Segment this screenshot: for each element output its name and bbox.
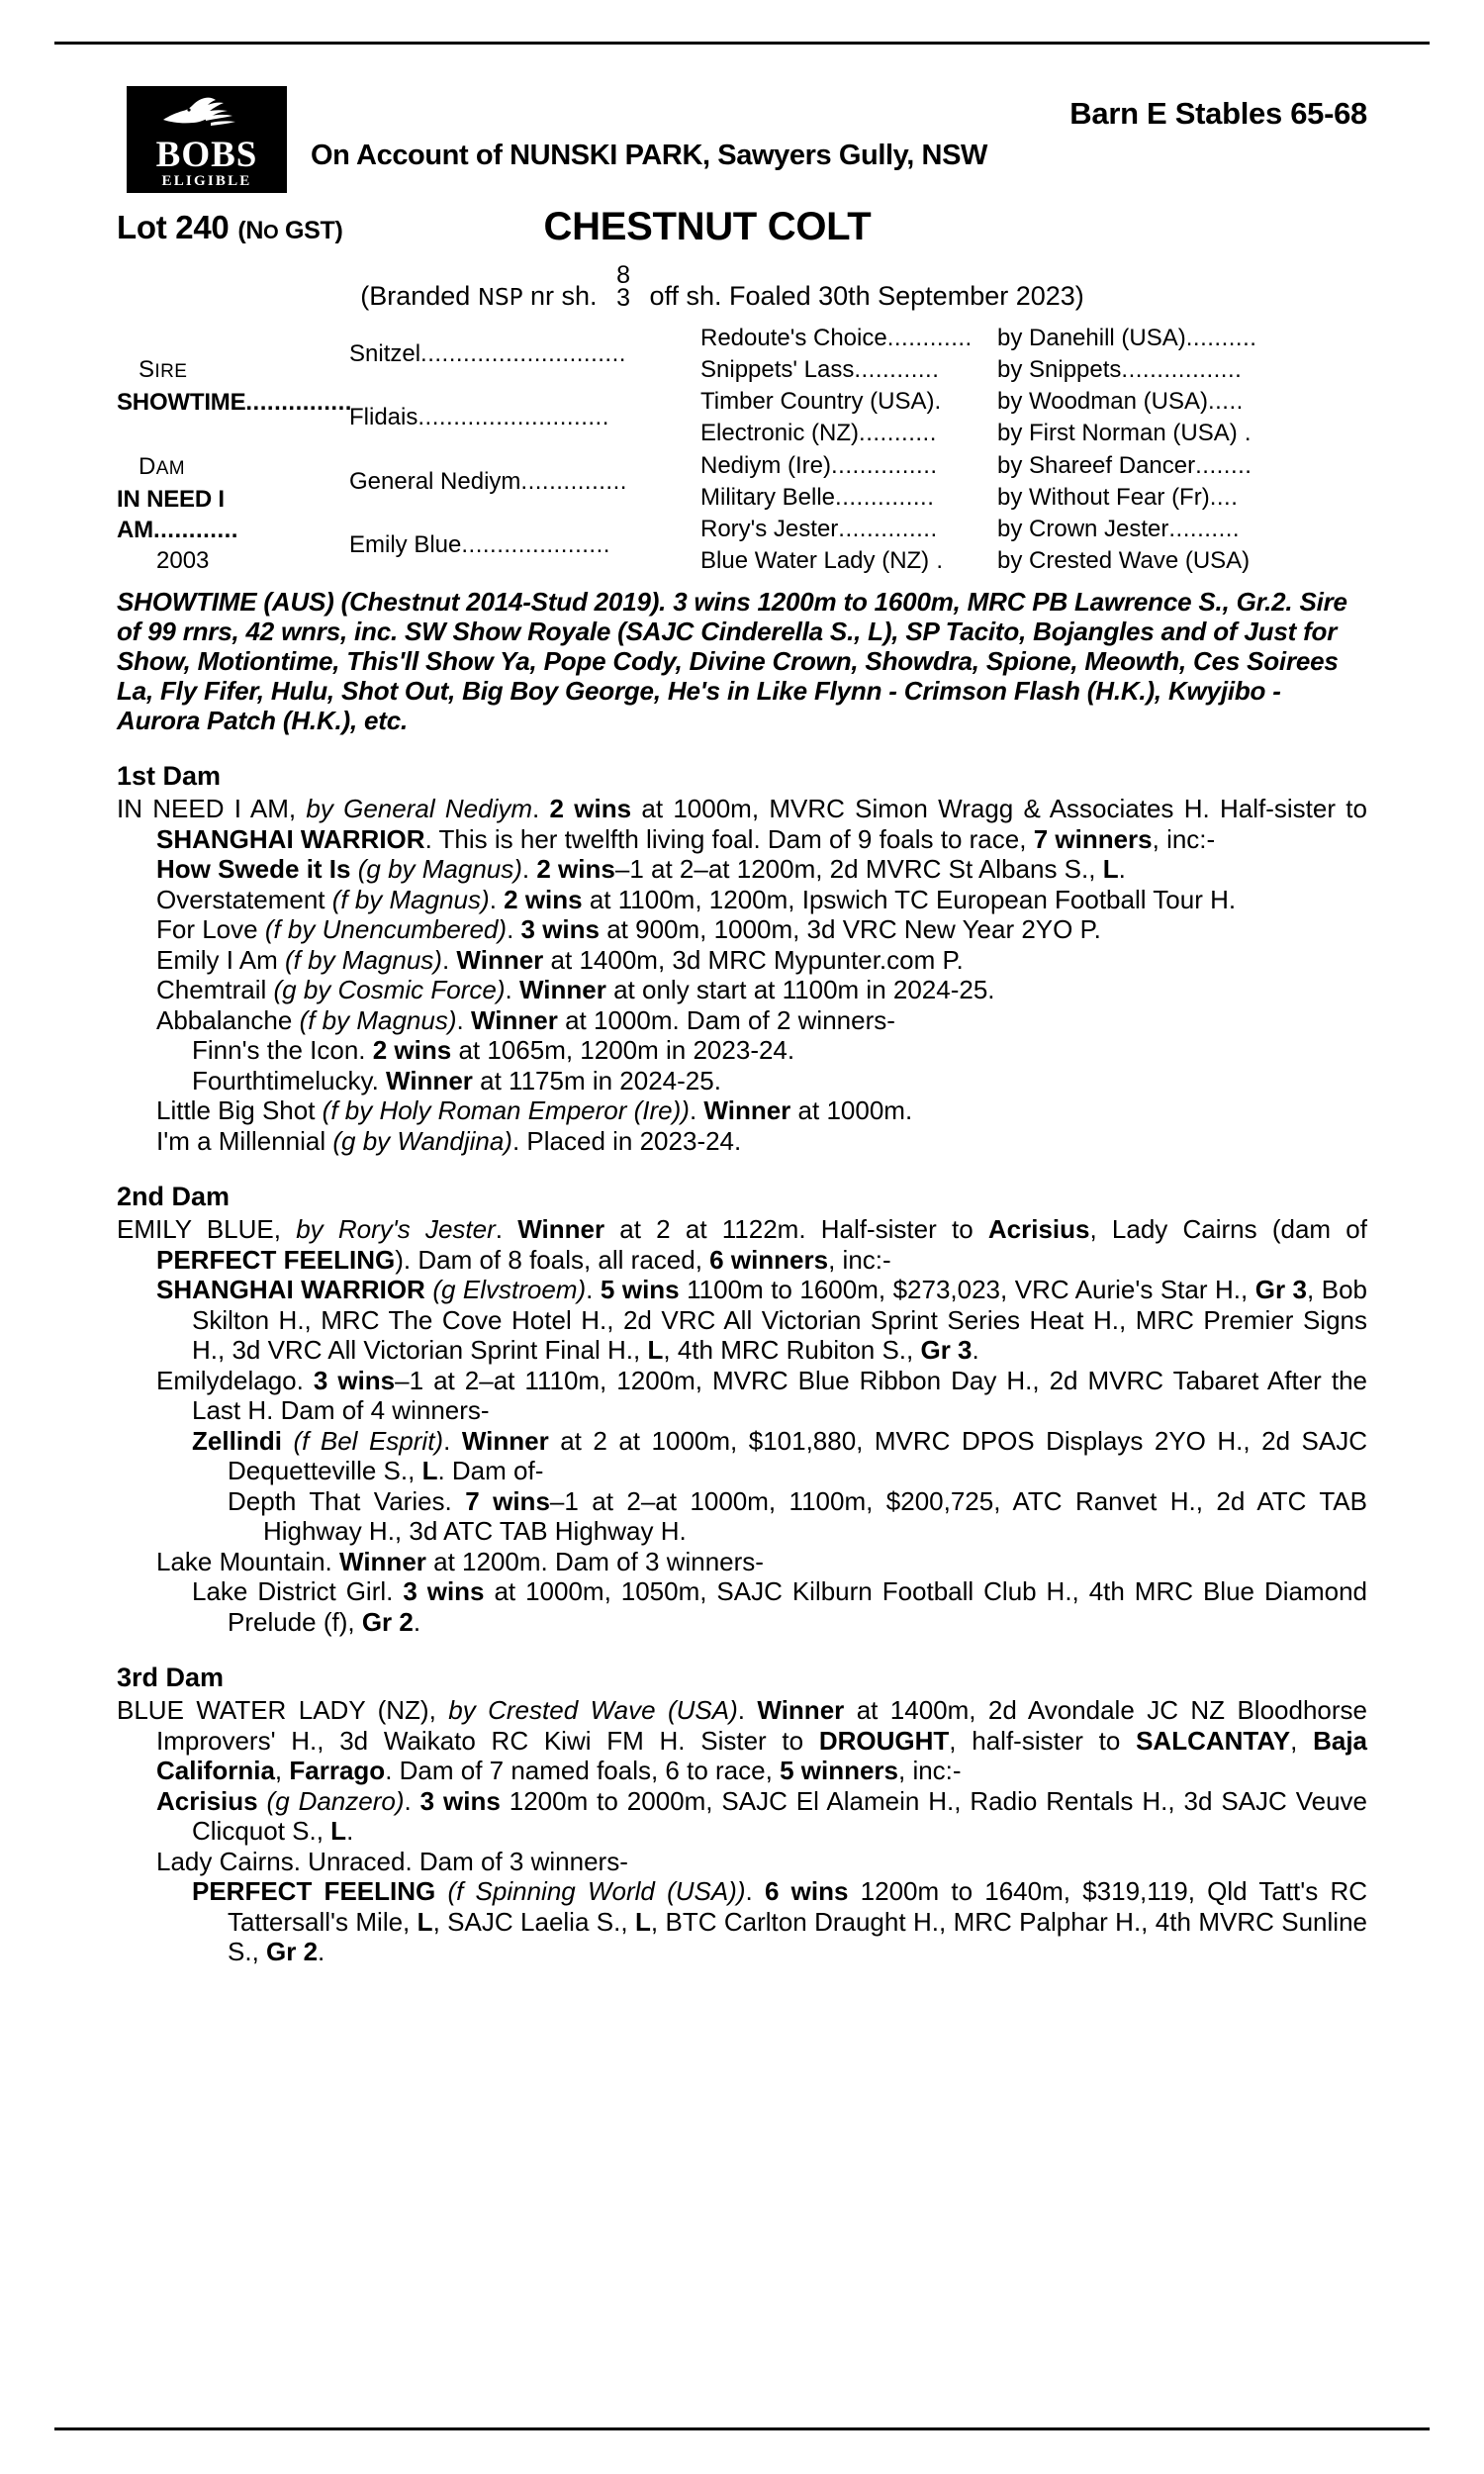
gen3-row: [700, 418, 1367, 449]
gen3-name: Snippets' Lass: [700, 356, 855, 384]
pedigree-entry: Depth That Varies. 7 wins–1 at 2–at 1000m, 1100m, $200,725, ATC Ranvet H., 2d ATC TAB Highway H., 3d ATC TAB Highway H.: [228, 1485, 1367, 1546]
dam-year: 2003: [156, 546, 210, 574]
gen3-dots: ...............: [831, 451, 938, 479]
family-heading: 1st Dam: [117, 761, 222, 791]
gen3-by-dots: ....: [1209, 483, 1239, 511]
brand-prefix: (Branded: [360, 280, 471, 311]
top-divider: [54, 42, 1430, 45]
dam-label-text: AM: [155, 457, 186, 479]
pedigree-entry: Lake Mountain. Winner at 1200m. Dam of 3 winners-: [156, 1546, 764, 1576]
gen2-row: [349, 449, 700, 514]
gen3-name: Redoute's Choice: [700, 324, 887, 351]
pedigree-entry: I'm a Millennial (g by Wandjina). Placed in 2023-24.: [156, 1125, 742, 1156]
gen3-by: by Snippets: [997, 356, 1122, 384]
gen2-row: [349, 322, 700, 386]
gen3-name: Electronic (NZ): [700, 420, 860, 447]
gen2-row: [349, 514, 700, 578]
gen3-dots: .: [929, 547, 944, 575]
sire-label-text: IRE: [154, 360, 188, 382]
gen3-by: by Crested Wave (USA): [997, 547, 1251, 575]
pedigree-entry: EMILY BLUE, by Rory's Jester. Winner at 2 at 1122m. Half-sister to Acrisius, Lady Cairns (dam of PERFECT FEELING). Dam of 8 foals, all raced, 6 winners, inc:-: [117, 1214, 1367, 1275]
sire-summary: SHOWTIME (AUS) (Chestnut 2014-Stud 2019). 3 wins 1200m to 1600m, MRC PB Lawrence S., Gr.2. Sire of 99 rnrs, 42 wnrs, inc. SW Show Royale (SAJC Cinderella S., L), SP Tacito, Bojangles and of Just for Show, Motiontime, This'll Show Ya, Pope Cody, Divine Crown, Showdra, Spione, Meowth, Ces Soirees La, Fly Fifer, Hulu, Shot Out, Big Boy George, He's in Like Flynn - Crimson Flash (H.K.), Kwyjibo - Aurora Patch (H.K.), etc.: [117, 587, 1347, 735]
gen2-name: General Nediym: [349, 467, 521, 495]
horse-head-icon: [159, 93, 254, 138]
sire-dots: ...............: [245, 388, 352, 416]
gen3-by-dots: .: [1237, 420, 1252, 447]
no-gst-label: (NO GST): [237, 217, 343, 244]
pedigree-generation-2: [349, 322, 700, 577]
gen3-by-dots: ........: [1195, 451, 1252, 479]
pedigree-entry: Fourthtimelucky. Winner at 1175m in 2024-25.: [192, 1065, 721, 1095]
gen2-dots: .............................: [420, 339, 626, 367]
gen3-by: by First Norman (USA): [997, 420, 1238, 447]
family-sections: [117, 761, 1367, 1967]
gen3-row: [700, 322, 1367, 353]
brand-mark: NSP: [477, 284, 523, 311]
family-body: [117, 1214, 1367, 1637]
gen3-row: [700, 353, 1367, 385]
gen3-name: Rory's Jester: [700, 515, 839, 542]
pedigree-entry: For Love (f by Unencumbered). 3 wins at 900m, 1000m, 3d VRC New Year 2YO P.: [156, 914, 1101, 944]
gen3-dots: ............: [886, 324, 973, 351]
gen3-dots: ...........: [859, 420, 937, 447]
gen3-row: [700, 513, 1367, 544]
sire-name: SHOWTIME: [117, 388, 246, 416]
dam-label: DAM: [139, 452, 186, 480]
vendor-account-label: On Account of NUNSKI PARK, Sawyers Gully, NSW: [311, 140, 987, 171]
pedigree-table: [117, 322, 1367, 577]
pedigree-entry: Emilydelago. 3 wins–1 at 2–at 1110m, 1200m, MVRC Blue Ribbon Day H., 2d MVRC Tabaret After the Last H. Dam of 4 winners-: [156, 1365, 1367, 1425]
family-body: [117, 794, 1367, 1156]
barn-stables-label: Barn E Stables 65-68: [1069, 96, 1367, 131]
gen3-dots: ..............: [838, 515, 938, 542]
gen3-by: by Shareef Dancer: [997, 451, 1196, 479]
pedigree-entry: BLUE WATER LADY (NZ), by Crested Wave (USA). Winner at 1400m, 2d Avondale JC NZ Bloodhorse Improvers' H., 3d Waikato RC Kiwi FM H. Sister to DROUGHT, half-sister to SALCANTAY, Baja California, Farrago. Dam of 7 named foals, 6 to race, 5 winners, inc:-: [117, 1695, 1368, 1785]
pedigree-entry: SHANGHAI WARRIOR (g Elvstroem). 5 wins 1100m to 1600m, $273,023, VRC Aurie's Star H., Gr 3, Bob Skilton H., MRC The Cove Hotel H., 2d VRC All Victorian Sprint Series Heat H., MRC Premier Signs H., 3d VRC All Victorian Sprint Final H., L, 4th MRC Rubiton S., Gr 3.: [156, 1275, 1367, 1365]
dam-block: [117, 449, 349, 577]
gen3-dots: ............: [854, 356, 940, 384]
gen2-name: Flidais: [349, 404, 418, 431]
sire-block: [117, 322, 352, 449]
gen3-by: by Woodman (USA): [997, 388, 1208, 416]
gen3-row: [700, 545, 1367, 577]
page-content: [0, 84, 1484, 1967]
pedigree-entry: Lake District Girl. 3 wins at 1000m, 1050m, SAJC Kilburn Football Club H., 4th MRC Blue Diamond Prelude (f), Gr 2.: [192, 1576, 1367, 1637]
gen3-row: [700, 481, 1367, 513]
gen3-by: by Crown Jester: [997, 515, 1169, 542]
pedigree-entry: How Swede it Is (g by Magnus). 2 wins–1 at 2–at 1200m, 2d MVRC St Albans S., L.: [156, 854, 1126, 884]
gen3-row: [700, 449, 1367, 481]
gen3-by: by Danehill (USA): [997, 324, 1186, 351]
pedigree-generation-3: [700, 322, 1367, 577]
family-body: [117, 1695, 1367, 1967]
sire-label: SIRE: [139, 355, 188, 383]
gen3-name: Military Belle: [700, 483, 836, 511]
gen2-dots: ...............: [520, 467, 627, 495]
gen2-row: [349, 386, 700, 450]
gen3-by: by Without Fear (Fr): [997, 483, 1210, 511]
gen3-by-dots: ..........: [1168, 515, 1241, 542]
lot-number-label: Lot 240: [117, 209, 230, 245]
pedigree-entry: Finn's the Icon. 2 wins at 1065m, 1200m in 2023-24.: [192, 1035, 795, 1065]
brand-number-top: 8: [616, 261, 630, 289]
gen3-dots: .: [934, 388, 942, 416]
gen2-name: Emily Blue: [349, 531, 462, 559]
family-heading: 2nd Dam: [117, 1182, 231, 1211]
sire-name-row: [117, 387, 352, 418]
pedigree-entry: Overstatement (f by Magnus). 2 wins at 1100m, 1200m, Ipswich TC European Football Tour H.: [156, 884, 1237, 914]
dam-dots: ............: [152, 516, 238, 543]
dam-name-row: [117, 484, 349, 545]
bottom-divider: [54, 2427, 1430, 2430]
family-heading: 3rd Dam: [117, 1663, 225, 1692]
pedigree-generation-1: [117, 322, 352, 577]
gen3-by-dots: .................: [1121, 356, 1243, 384]
brand-number-stack: [616, 261, 630, 312]
gen3-by-dots: .....: [1207, 388, 1244, 416]
brand-off-shoulder-foaled: off sh. Foaled 30th September 2023): [649, 280, 1084, 311]
brand-number-bottom: 3: [616, 284, 630, 312]
gen3-row: [700, 386, 1367, 418]
gen3-by-dots: ..........: [1185, 324, 1257, 351]
gen2-dots: .....................: [461, 531, 610, 559]
pedigree-entry: Abbalanche (f by Magnus). Winner at 1000m. Dam of 2 winners-: [156, 1004, 895, 1035]
page-header: [117, 84, 1367, 201]
pedigree-entry: Little Big Shot (f by Holy Roman Emperor (Ire)). Winner at 1000m.: [156, 1095, 913, 1125]
pedigree-entry: PERFECT FEELING (f Spinning World (USA)). 6 wins 1200m to 1640m, $319,119, Qld Tatt's RC Tattersall's Mile, L, SAJC Laelia S., L, BTC Carlton Draught H., MRC Palphar H., 4th MVRC Sunline S., Gr 2.: [192, 1876, 1367, 1966]
pedigree-entry: Acrisius (g Danzero). 3 wins 1200m to 2000m, SAJC El Alamein H., Radio Rentals H., 3d SAJC Veuve Clicquot S., L.: [156, 1785, 1367, 1846]
gen3-name: Nediym (Ire): [700, 451, 832, 479]
gen3-dots: ..............: [835, 483, 935, 511]
bobs-eligible-sub: ELIGIBLE: [161, 173, 252, 189]
brand-line: [117, 261, 1367, 314]
dam-name: IN NEED I AM: [117, 485, 225, 543]
gen2-name: Snitzel: [349, 339, 421, 367]
lot-line: [117, 205, 1367, 260]
pedigree-entry: Emily I Am (f by Magnus). Winner at 1400m, 3d MRC Mypunter.com P.: [156, 944, 964, 975]
gen3-name: Timber Country (USA): [700, 388, 935, 416]
pedigree-entry: Lady Cairns. Unraced. Dam of 3 winners-: [156, 1846, 628, 1876]
pedigree-entry: Zellindi (f Bel Esprit). Winner at 2 at 1000m, $101,880, MVRC DPOS Displays 2YO H., 2d SAJC Dequetteville S., L. Dam of-: [192, 1425, 1367, 1485]
gen2-dots: ...........................: [417, 404, 609, 431]
colour-and-sex: CHESTNUT COLT: [543, 205, 872, 248]
brand-near-shoulder: nr sh.: [530, 280, 598, 311]
pedigree-entry: Chemtrail (g by Cosmic Force). Winner at only start at 1100m in 2024-25.: [156, 975, 995, 1004]
gen3-name: Blue Water Lady (NZ): [700, 547, 930, 575]
bobs-wordmark: BOBS: [155, 135, 258, 175]
bobs-eligible-logo: [127, 86, 287, 193]
pedigree-entry: IN NEED I AM, by General Nediym. 2 wins at 1000m, MVRC Simon Wragg & Associates H. Half-sister to SHANGHAI WARRIOR. This is her twelfth living foal. Dam of 9 foals to race, 7 winners, inc:-: [117, 794, 1367, 854]
